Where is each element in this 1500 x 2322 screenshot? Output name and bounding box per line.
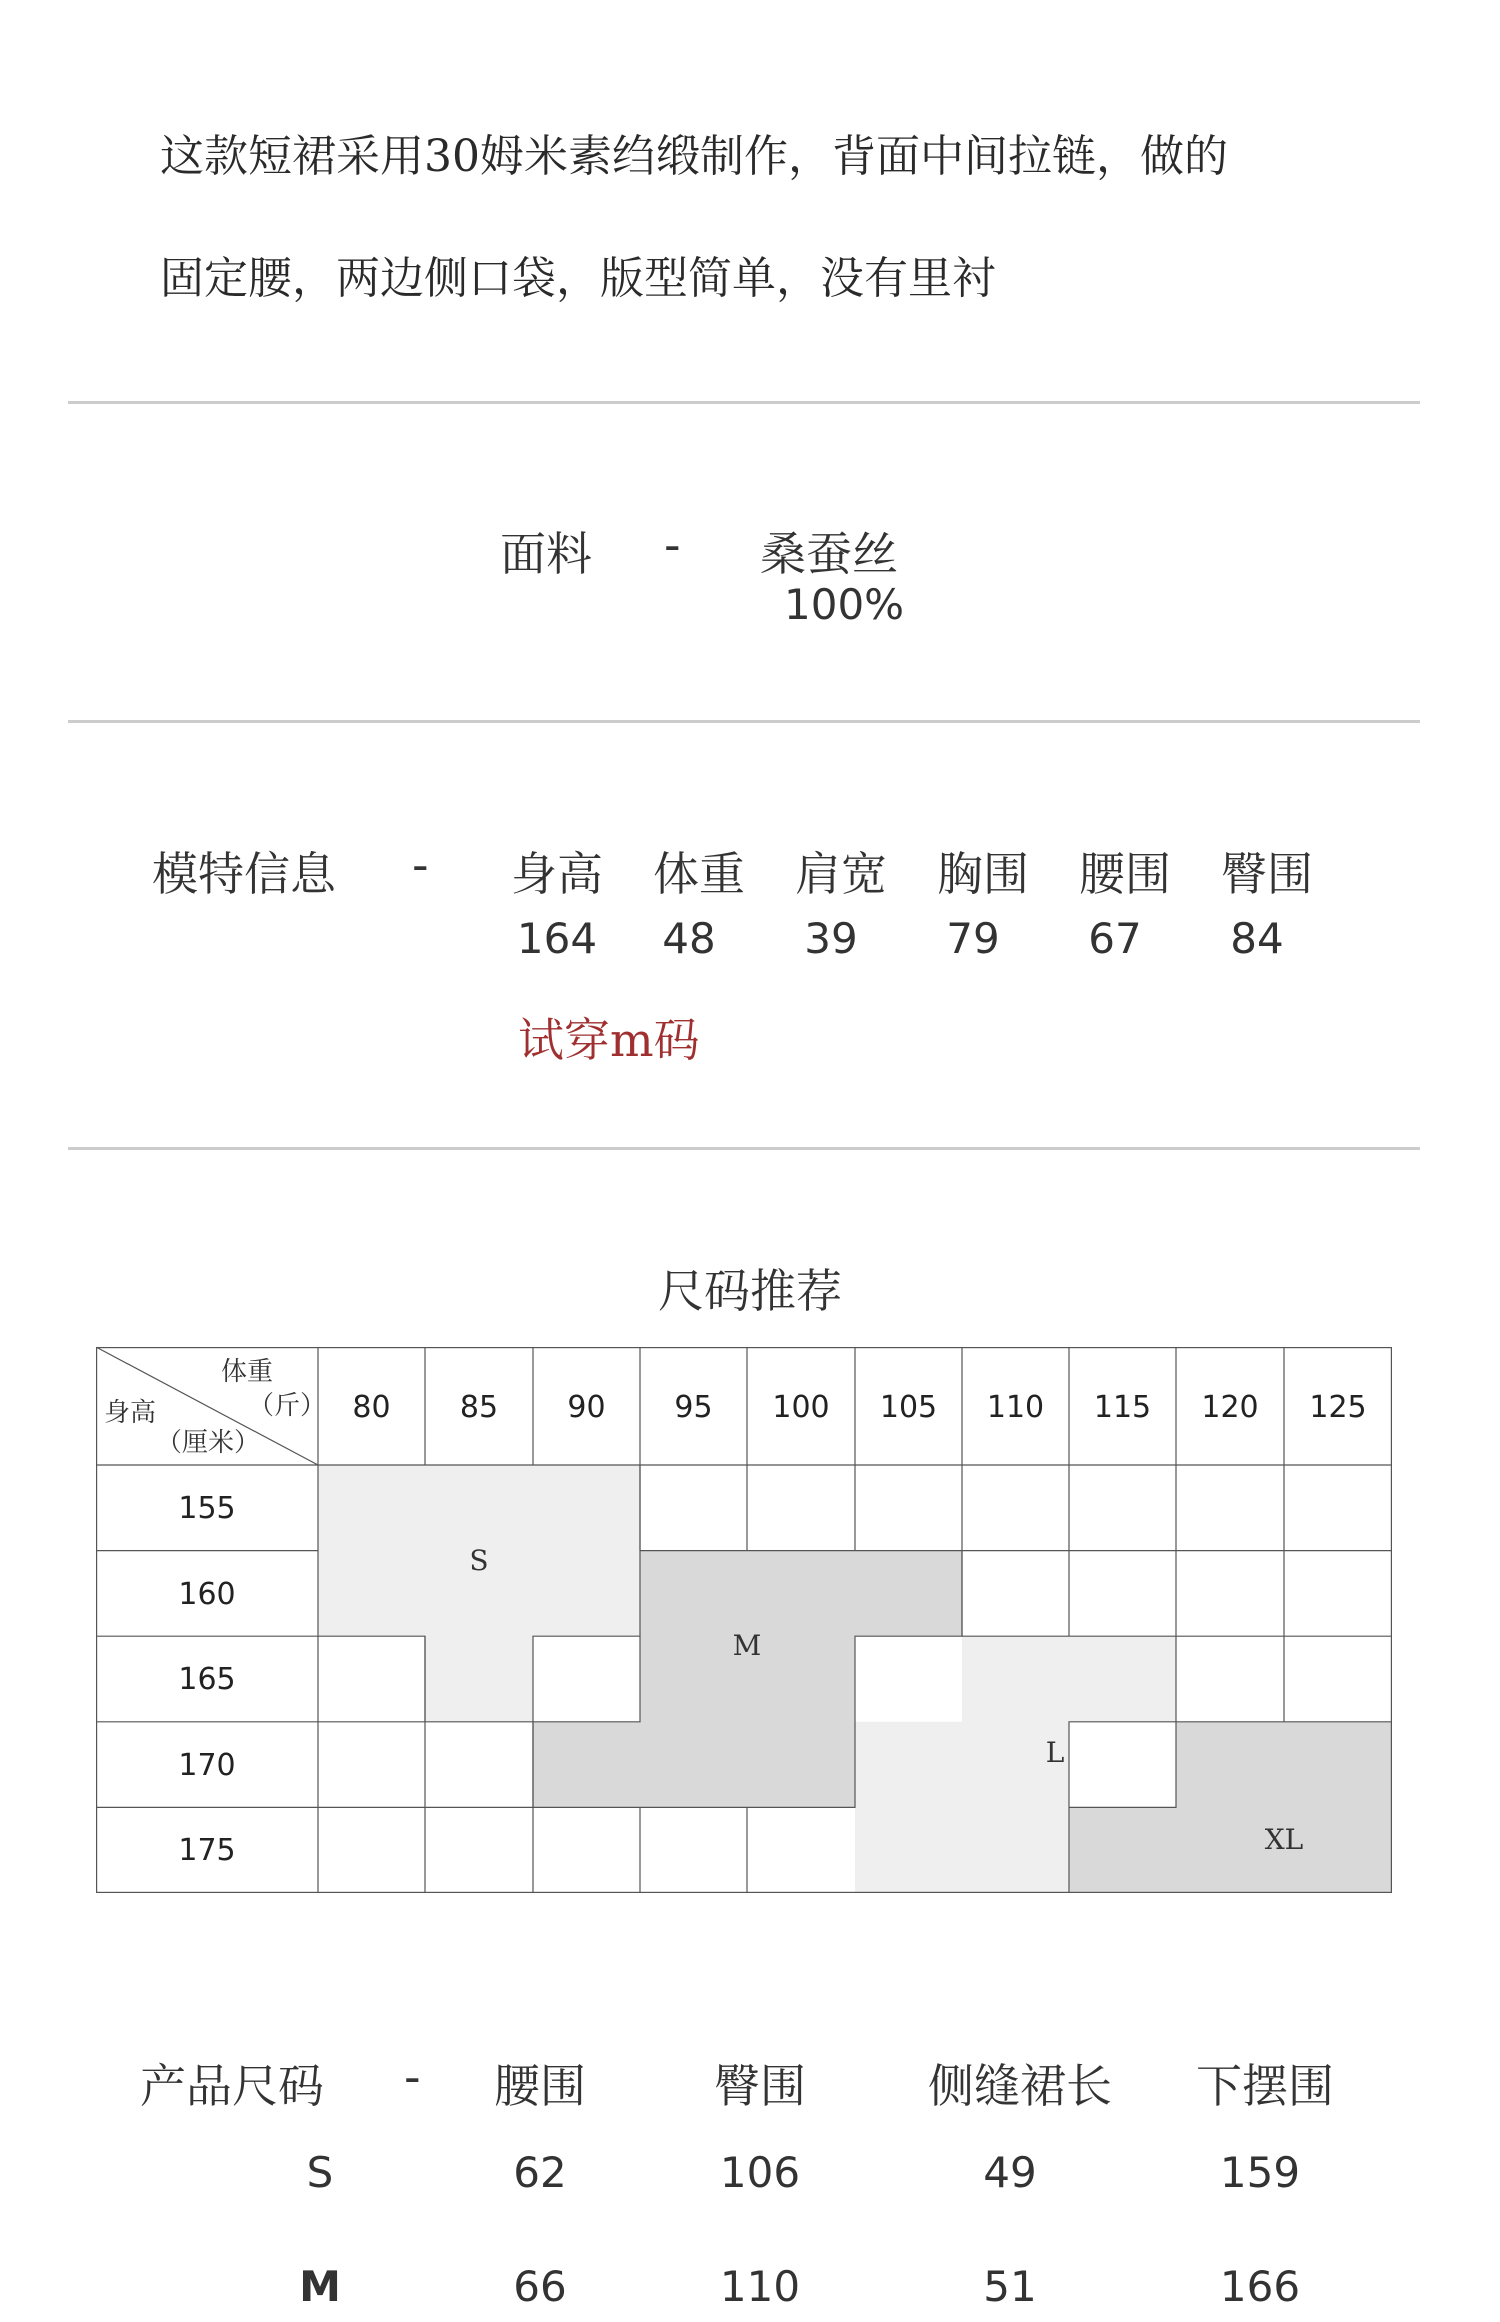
corner-weight-label: 体重	[221, 1357, 274, 1387]
product-header-waist: 腰围	[494, 2059, 586, 2113]
corner-jin-label: （斤）	[248, 1391, 327, 1421]
product-value: 49	[983, 2148, 1037, 2197]
model-header-height: 身高	[511, 847, 603, 901]
weight-header: 90	[567, 1390, 606, 1425]
height-label: 175	[178, 1833, 236, 1868]
corner-cm-label: （厘米）	[156, 1428, 261, 1458]
product-value: 166	[1219, 2262, 1301, 2311]
fabric-percent: 100%	[784, 580, 905, 629]
model-value-shoulder: 39	[804, 914, 858, 963]
region-label-l: L	[1045, 1736, 1065, 1769]
product-header-length: 侧缝裙长	[928, 2059, 1112, 2113]
divider	[68, 1147, 1420, 1150]
product-size-label: S	[306, 2148, 334, 2197]
model-label: 模特信息	[152, 847, 336, 901]
model-header-weight: 体重	[653, 847, 745, 901]
product-value: 110	[719, 2262, 801, 2311]
product-value: 159	[1219, 2148, 1301, 2197]
product-size-label: M	[299, 2262, 341, 2311]
product-value: 62	[513, 2148, 567, 2197]
model-value-weight: 48	[662, 914, 716, 963]
divider	[68, 720, 1420, 723]
weight-header: 95	[674, 1390, 713, 1425]
divider	[68, 401, 1420, 404]
model-header-bust: 胸围	[937, 847, 1029, 901]
height-label: 160	[178, 1577, 236, 1612]
weight-header: 125	[1309, 1390, 1367, 1425]
fabric-label: 面料	[500, 527, 592, 581]
product-label: 产品尺码	[140, 2059, 324, 2113]
size-recommend-title: 尺码推荐	[658, 1264, 842, 1318]
intro-line-2: 固定腰，两边侧口袋，版型简单，没有里衬	[160, 253, 996, 304]
model-header-shoulder: 肩宽	[795, 847, 887, 901]
height-label: 155	[178, 1491, 236, 1526]
fabric-dash: -	[664, 518, 681, 572]
weight-header: 110	[986, 1390, 1045, 1425]
size-recommend-table	[96, 1347, 1392, 1897]
model-value-height: 164	[516, 914, 598, 963]
weight-header: 80	[352, 1390, 391, 1425]
product-header-hip: 臀围	[714, 2059, 806, 2113]
intro-line-1: 这款短裙采用30姆米素绉缎制作，背面中间拉链，做的	[160, 131, 1228, 182]
model-header-waist: 腰围	[1079, 847, 1171, 901]
weight-header: 115	[1093, 1390, 1152, 1425]
height-label: 170	[178, 1748, 236, 1783]
product-header-hem: 下摆围	[1196, 2059, 1334, 2113]
product-value: 66	[513, 2262, 567, 2311]
region-s	[318, 1465, 640, 1722]
model-header-hip: 臀围	[1221, 847, 1313, 901]
height-label: 165	[178, 1662, 236, 1697]
model-value-hip: 84	[1230, 914, 1284, 963]
model-dash: -	[412, 838, 429, 892]
region-label-xl: XL	[1264, 1823, 1304, 1856]
weight-header: 85	[459, 1390, 499, 1425]
weight-header: 120	[1201, 1390, 1259, 1425]
region-label-s: S	[469, 1544, 489, 1577]
weight-header: 100	[772, 1390, 830, 1425]
corner-height-label: 身高	[104, 1398, 157, 1428]
product-value: 51	[983, 2262, 1037, 2311]
product-dash: -	[404, 2050, 421, 2104]
fabric-material: 桑蚕丝	[760, 527, 898, 581]
weight-header: 105	[879, 1390, 938, 1425]
region-label-m: M	[732, 1629, 762, 1662]
model-fit-note: 试穿m码	[518, 1013, 700, 1067]
model-value-bust: 79	[946, 914, 1000, 963]
model-value-waist: 67	[1088, 914, 1142, 963]
product-value: 106	[719, 2148, 801, 2197]
